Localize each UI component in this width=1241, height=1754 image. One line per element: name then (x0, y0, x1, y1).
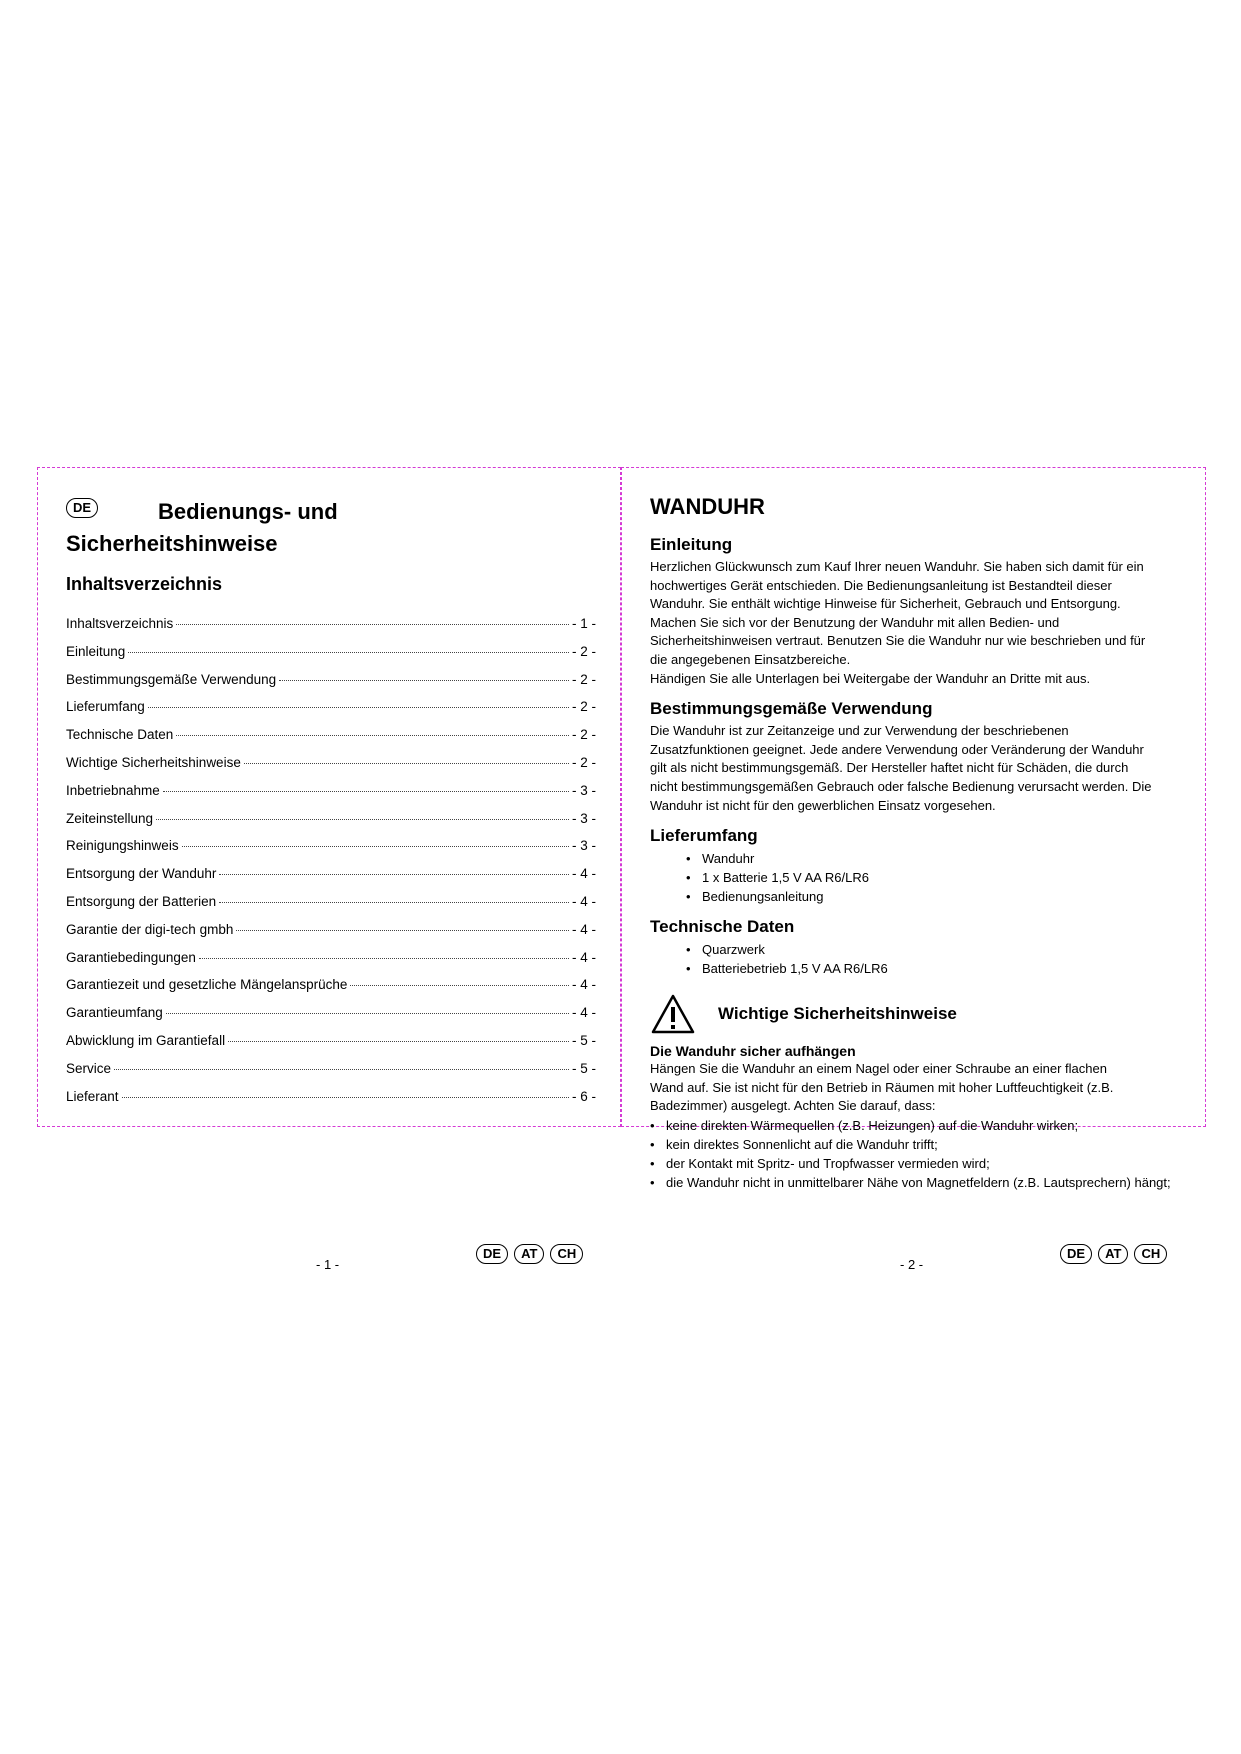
toc-leader (176, 624, 569, 625)
page-number: - 2 - (900, 1257, 924, 1272)
product-title: WANDUHR (650, 494, 765, 519)
section-lieferumfang (650, 825, 1180, 906)
badge-de: DE (66, 498, 98, 518)
toc-label: Garantie der digi-tech gmbh (66, 921, 234, 937)
manual-title (66, 496, 546, 560)
safety-list (650, 1116, 1180, 1192)
list-item: • Batteriebetrieb 1,5 V AA R6/LR6 (702, 959, 1180, 978)
toc-heading: Inhaltsverzeichnis (66, 574, 223, 594)
toc-row[interactable] (66, 838, 596, 866)
subheading: Die Wanduhr sicher aufhängen (650, 1043, 856, 1060)
list-item: • keine direkten Wärmequellen (z.B. Heizungen) auf die Wanduhr wirken; (666, 1116, 1180, 1135)
toc-leader (279, 680, 569, 681)
toc-page: - 4 - (571, 1005, 596, 1021)
left-page (37, 467, 621, 1272)
section-technische-daten (650, 916, 1180, 978)
badge-at: AT (1098, 1244, 1128, 1264)
body-line: nicht bestimmungsgemäßen Gebrauch oder falsche Bedienung verursacht werden. Die (650, 778, 1152, 794)
toc-page: - 2 - (571, 754, 596, 770)
toc-page: - 3 - (571, 782, 596, 798)
toc-page: - 3 - (571, 838, 596, 854)
toc-leader (219, 874, 569, 875)
toc-page: - 5 - (571, 1032, 596, 1048)
badge-ch: CH (550, 1244, 583, 1264)
toc-leader (163, 791, 569, 792)
badge-ch: CH (1134, 1244, 1167, 1264)
toc-label: Lieferant (66, 1088, 119, 1104)
warning-triangle-icon (650, 993, 696, 1035)
toc-page: - 4 - (571, 893, 596, 909)
toc-row[interactable] (66, 922, 596, 950)
toc-row[interactable] (66, 811, 596, 839)
list-item: • Wanduhr (702, 849, 1180, 868)
body-line: Zusatzfunktionen geeignet. Jede andere Verwendung oder Veränderung der Wanduhr (650, 741, 1144, 757)
toc-label: Technische Daten (66, 727, 174, 743)
toc-leader (166, 1013, 569, 1014)
toc-label: Inhaltsverzeichnis (66, 616, 174, 631)
toc-leader (244, 763, 569, 764)
country-badges-footer (476, 1244, 583, 1264)
body-line: Hängen Sie die Wanduhr an einem Nagel oder einer Schraube an einer flachen (650, 1061, 1107, 1077)
badge-de: DE (1060, 1244, 1092, 1264)
page-number: - 1 - (316, 1257, 340, 1272)
title-line1: Bedienungs- und (158, 499, 338, 524)
toc-leader (148, 707, 569, 708)
toc-leader (228, 1041, 569, 1042)
toc-label: Inbetriebnahme (66, 782, 160, 798)
toc-row[interactable] (66, 699, 596, 727)
toc-row[interactable] (66, 1061, 596, 1089)
body-line: Händigen Sie alle Unterlagen bei Weitergabe der Wanduhr an Dritte mit aus. (650, 670, 1091, 686)
section-heading: Wichtige Sicherheitshinweise (718, 1004, 957, 1024)
toc-row[interactable] (66, 644, 596, 672)
section-heading: Einleitung (650, 535, 733, 554)
body-line: Badezimmer) ausgelegt. Achten Sie darauf, dass: (650, 1098, 936, 1114)
right-page (621, 467, 1206, 1272)
toc-page: - 5 - (571, 1060, 596, 1076)
toc-label: Garantieumfang (66, 1005, 163, 1021)
toc-label: Zeiteinstellung (66, 810, 154, 826)
table-of-contents (66, 616, 596, 1116)
title-line2: Sicherheitshinweise (66, 531, 278, 556)
list-item: • Quarzwerk (702, 940, 1180, 959)
country-badges-footer (1060, 1244, 1167, 1264)
toc-label: Garantiebedingungen (66, 949, 196, 965)
toc-leader (128, 652, 569, 653)
right-content (650, 534, 1180, 1192)
toc-label: Bestimmungsgemäße Verwendung (66, 671, 277, 687)
list-item: • kein direktes Sonnenlicht auf die Wanduhr trifft; (666, 1135, 1180, 1154)
toc-label: Reinigungshinweis (66, 838, 179, 854)
toc-row[interactable] (66, 616, 596, 644)
toc-label: Entsorgung der Wanduhr (66, 866, 217, 882)
toc-row[interactable] (66, 950, 596, 978)
toc-leader (122, 1097, 569, 1098)
toc-page: - 4 - (571, 949, 596, 965)
body-line: die angegebenen Einsatzbereiche. (650, 651, 851, 667)
toc-leader (156, 819, 569, 820)
badge-at: AT (514, 1244, 544, 1264)
toc-leader (182, 846, 569, 847)
body-line: hochwertiges Gerät entschieden. Die Bedienungsanleitung ist Bestandteil dieser (650, 577, 1112, 593)
section-verwendung (650, 698, 1180, 815)
toc-page: - 4 - (571, 866, 596, 882)
toc-label: Service (66, 1060, 112, 1076)
toc-row[interactable] (66, 866, 596, 894)
toc-row[interactable] (66, 1033, 596, 1061)
body-line: Wanduhr. Sie enthält wichtige Hinweise für Sicherheit, Gebrauch und Entsorgung. (650, 596, 1121, 612)
toc-row[interactable] (66, 977, 596, 1005)
toc-page: - 3 - (571, 810, 596, 826)
toc-leader (199, 958, 569, 959)
badge-de: DE (476, 1244, 508, 1264)
toc-page: - 1 - (571, 616, 596, 631)
safety-header (650, 992, 1180, 1036)
toc-page: - 2 - (571, 671, 596, 687)
toc-leader (350, 985, 569, 986)
toc-row[interactable] (66, 672, 596, 700)
list-item: • der Kontakt mit Spritz- und Tropfwasser vermieden wird; (666, 1154, 1180, 1173)
body-line: gilt als nicht bestimmungsgemäß. Der Hersteller haftet nicht für Schäden, die durch (650, 760, 1129, 776)
body-line: Die Wanduhr ist zur Zeitanzeige und zur Verwendung der beschriebenen (650, 723, 1069, 739)
toc-leader (176, 735, 569, 736)
section-einleitung (650, 534, 1180, 688)
body-line: Machen Sie sich vor der Benutzung der Wanduhr mit allen Bedien- und (650, 614, 1060, 630)
list-item: • Bedienungsanleitung (702, 887, 1180, 906)
body-line: Herzlichen Glückwunsch zum Kauf Ihrer neuen Wanduhr. Sie haben sich damit für ein (650, 559, 1144, 574)
toc-row[interactable] (66, 727, 596, 755)
toc-page: - 2 - (571, 727, 596, 743)
list-item: • die Wanduhr nicht in unmittelbarer Nähe von Magnetfeldern (z.B. Lautsprechern) hängt; (666, 1173, 1180, 1192)
toc-row[interactable] (66, 783, 596, 811)
toc-page: - 2 - (571, 699, 596, 715)
toc-label: Abwicklung im Garantiefall (66, 1032, 226, 1048)
toc-row[interactable] (66, 894, 596, 922)
toc-row[interactable] (66, 1005, 596, 1033)
toc-row[interactable] (66, 755, 596, 783)
toc-row[interactable] (66, 1089, 596, 1117)
toc-label: Lieferumfang (66, 699, 145, 715)
toc-label: Garantiezeit und gesetzliche Mängelansprüche (66, 977, 348, 993)
toc-label: Einleitung (66, 643, 126, 659)
delivery-list (650, 849, 1180, 906)
toc-page: - 4 - (571, 977, 596, 993)
specs-list (650, 940, 1180, 978)
body-line: Wand auf. Sie ist nicht für den Betrieb in Räumen mit hoher Luftfeuchtigkeit (z.B. (650, 1079, 1114, 1095)
section-heading: Lieferumfang (650, 826, 758, 846)
toc-leader (236, 930, 569, 931)
toc-label: Entsorgung der Batterien (66, 893, 217, 909)
body-line: Wanduhr ist nicht für den gewerblichen Einsatz vorgesehen. (650, 797, 996, 813)
toc-page: - 4 - (571, 921, 596, 937)
toc-leader (114, 1069, 569, 1070)
body-line: Sicherheitshinweisen vertraut. Benutzen Sie die Wanduhr nur wie beschrieben und für (650, 633, 1146, 649)
list-item: • 1 x Batterie 1,5 V AA R6/LR6 (702, 868, 1180, 887)
section-heading: Bestimmungsgemäße Verwendung (650, 699, 933, 719)
toc-page: - 2 - (571, 643, 596, 659)
toc-page: - 6 - (571, 1088, 596, 1104)
section-heading: Technische Daten (650, 917, 795, 937)
toc-leader (219, 902, 569, 903)
toc-label: Wichtige Sicherheitshinweise (66, 754, 241, 770)
